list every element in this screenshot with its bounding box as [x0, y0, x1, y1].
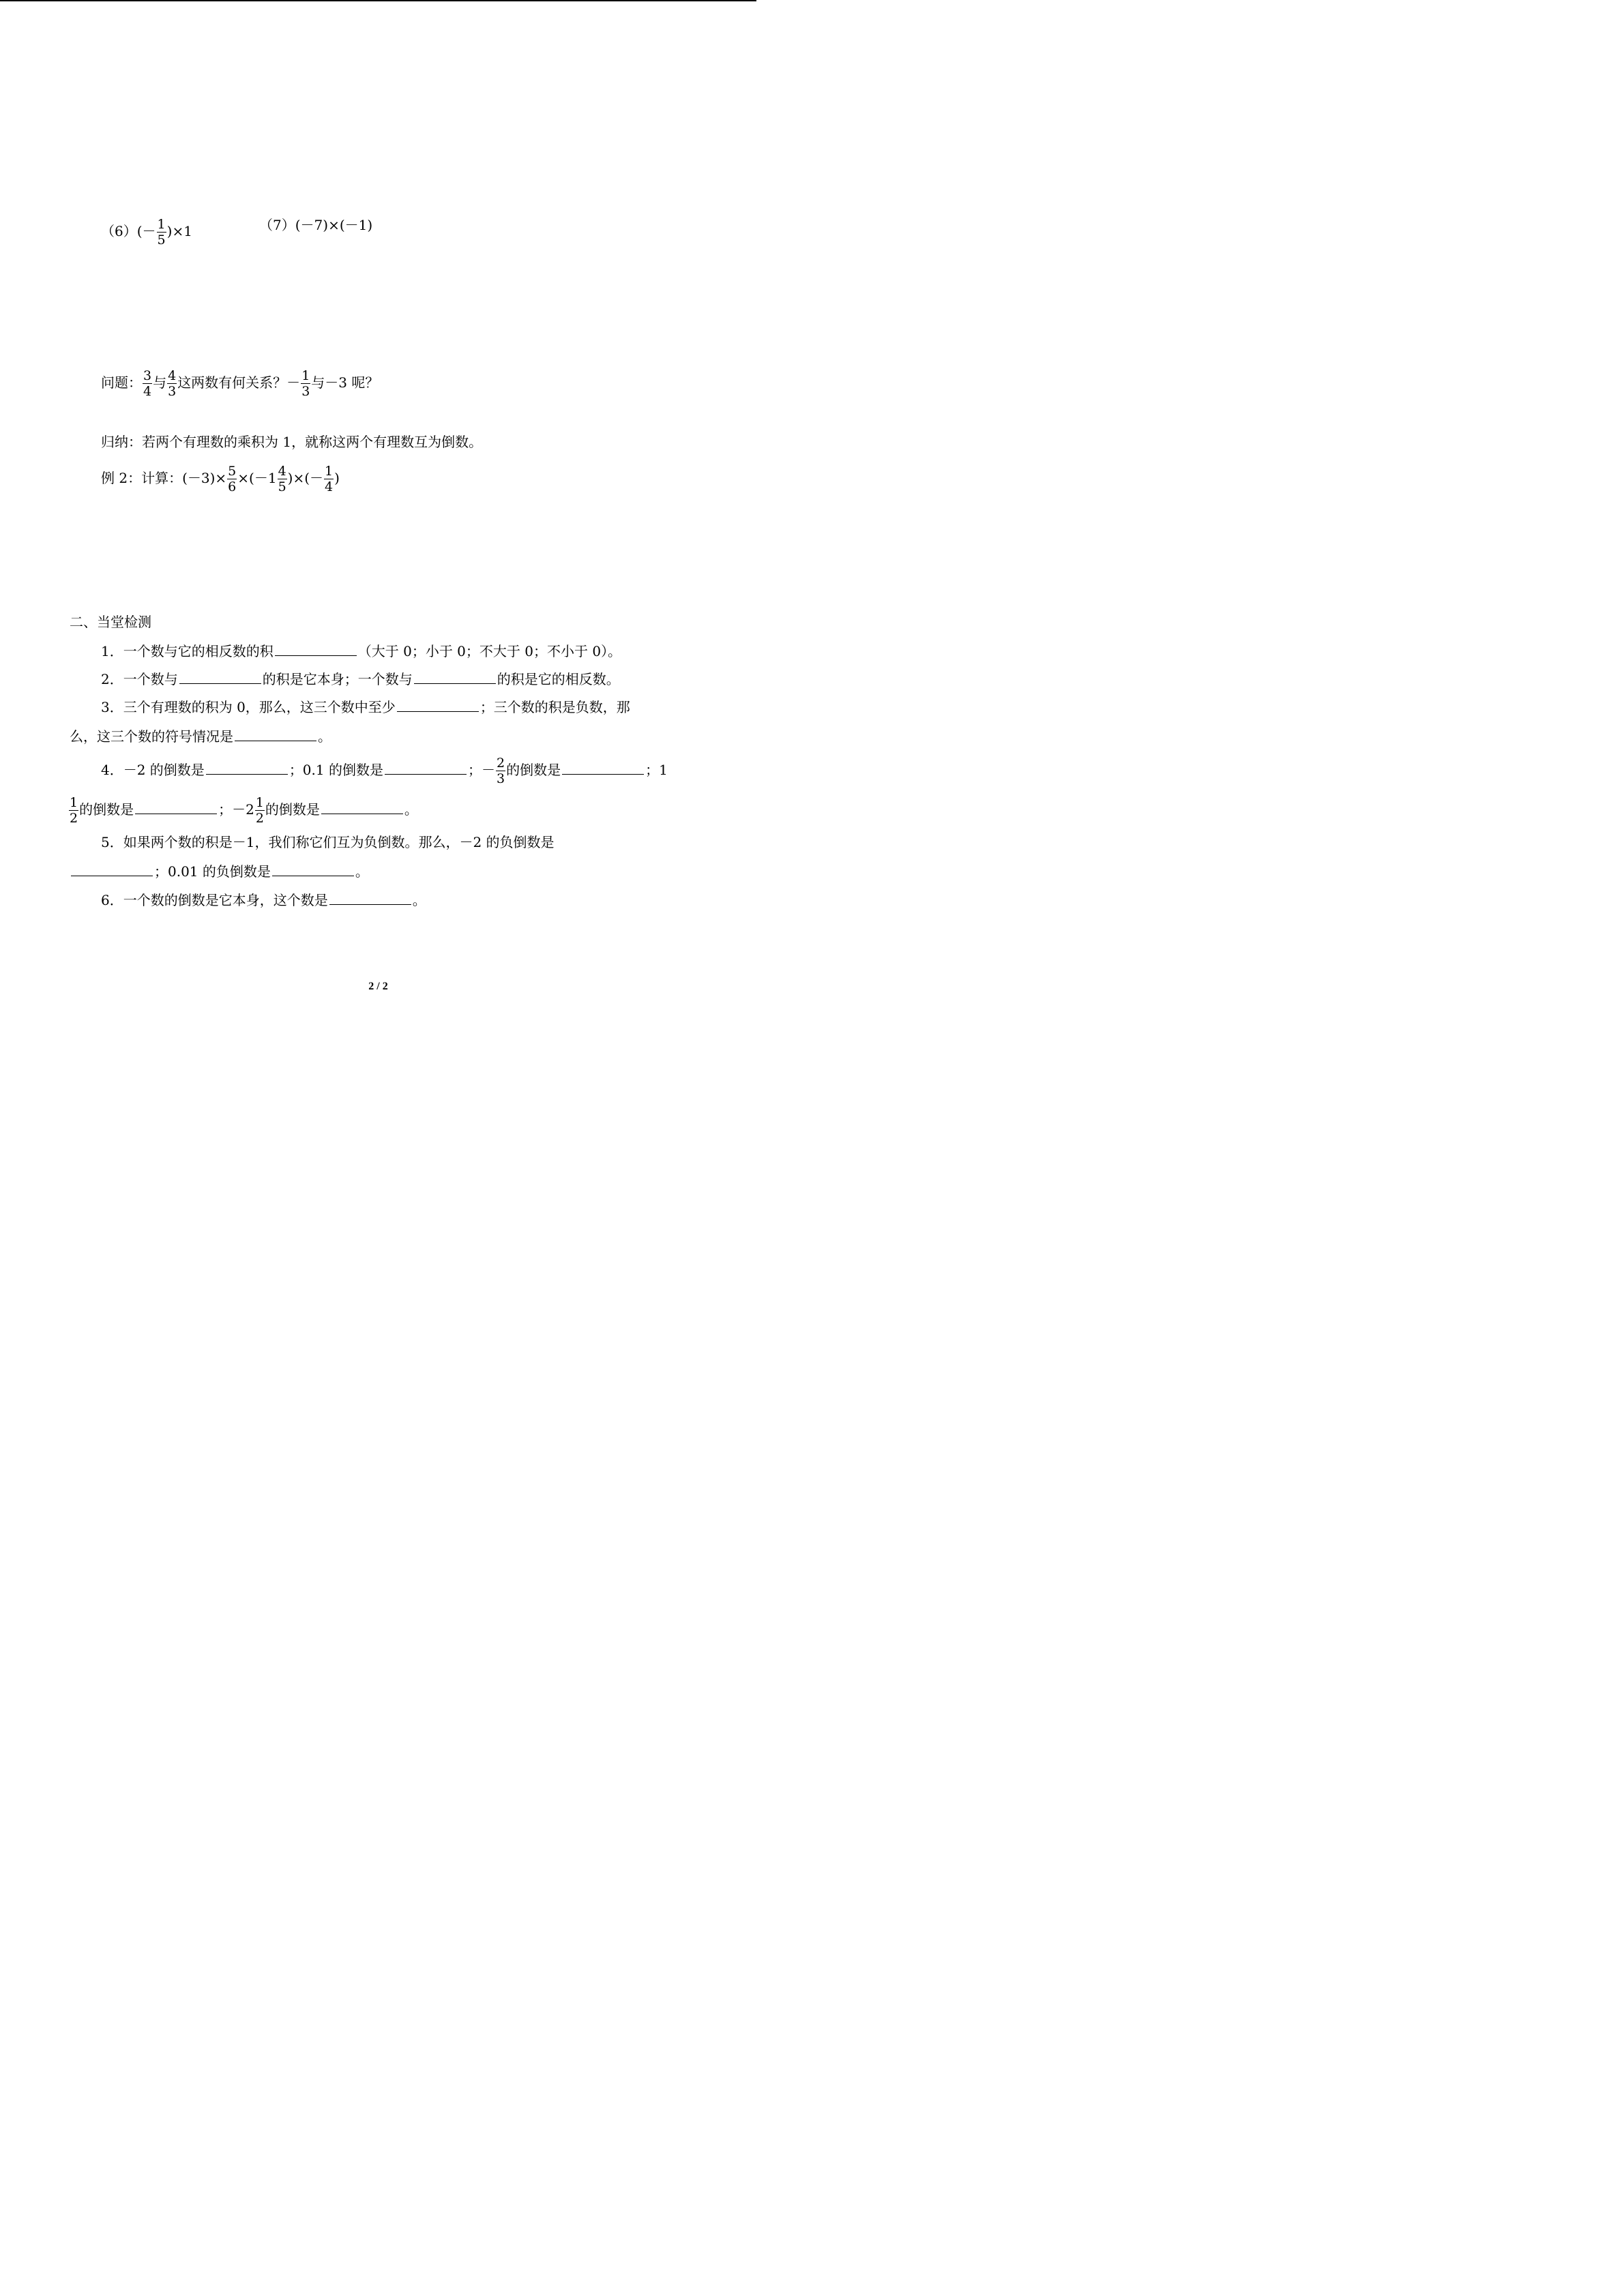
q4-text: 的倒数是 — [79, 801, 134, 818]
top-border — [0, 0, 756, 1]
answer-blank[interactable] — [385, 760, 467, 775]
fraction: $\frac{4}{5}$ — [278, 464, 286, 494]
problem-7 — [259, 217, 372, 233]
fraction: $\frac{5}{6}$ — [228, 464, 237, 494]
q2-text: 的积是它的相反数。 — [497, 671, 620, 687]
q1-options: （大于 0；小于 0；不大于 0；不小于 0）。 — [357, 643, 622, 659]
question-2 — [101, 670, 620, 687]
fraction: $\frac{1}{2}$ — [70, 795, 78, 826]
question-3-line-2 — [70, 727, 331, 745]
problem-6 — [101, 217, 192, 248]
question-5: 5．如果两个数的积是－1，我们称它们互为负倒数。那么，－2 的负倒数是 — [101, 834, 555, 850]
q4-text: 。 — [404, 801, 418, 818]
question-text: 这两数有何关系？－ — [177, 374, 301, 391]
question-text: 与 — [153, 374, 167, 391]
fraction: $\frac{2}{3}$ — [496, 756, 505, 786]
section-heading: 二、当堂检测 — [70, 614, 151, 630]
answer-blank[interactable] — [562, 760, 644, 775]
q4-text: ；－ — [467, 762, 495, 778]
problem-7-label: （7） — [259, 217, 295, 233]
question-4 — [101, 756, 668, 786]
q3-text: 么，这三个数的符号情况是 — [70, 728, 233, 745]
fraction: $\frac{1}{4}$ — [325, 464, 334, 494]
induction-text: 归纳：若两个有理数的乘积为 1，就称这两个有理数互为倒数。 — [101, 434, 483, 450]
example-2-text: )×(－ — [287, 470, 324, 486]
answer-blank[interactable] — [329, 891, 411, 905]
problem-6-post: )×1 — [166, 223, 192, 239]
example-2-suffix: ) — [334, 470, 340, 486]
answer-blank[interactable] — [321, 800, 403, 814]
q3-text: ；三个数的积是负数，那 — [479, 699, 630, 715]
example-2-prefix: 例 2：计算：(－3)× — [101, 470, 227, 486]
q2-text: 的积是它本身；一个数与 — [262, 671, 413, 687]
question-5-line-2 — [70, 862, 369, 880]
question — [101, 368, 379, 399]
question-prefix: 问题： — [101, 374, 142, 391]
q5-text: ；0.01 的负倒数是 — [154, 863, 271, 880]
answer-blank[interactable] — [206, 760, 288, 775]
page-number: 2 / 2 — [368, 981, 388, 992]
answer-blank[interactable] — [275, 642, 357, 656]
q3-text: 。 — [318, 728, 331, 745]
answer-blank[interactable] — [235, 727, 316, 741]
q4-text: 的倒数是 — [506, 762, 561, 778]
q4-text: ；1 — [645, 762, 668, 778]
question-6 — [101, 891, 426, 908]
q3-text: 3．三个有理数的积为 0，那么，这三个数中至少 — [101, 699, 396, 715]
q4-text: ；0.1 的倒数是 — [289, 762, 383, 778]
answer-blank[interactable] — [179, 670, 261, 684]
answer-blank[interactable] — [135, 800, 217, 814]
fraction: $\frac{4}{3}$ — [168, 368, 177, 399]
q4-text: 的倒数是 — [265, 801, 320, 818]
question-3 — [101, 698, 630, 715]
q6-text: 。 — [412, 892, 426, 908]
answer-blank[interactable] — [71, 862, 153, 876]
question-4-line-2 — [68, 795, 418, 826]
answer-blank[interactable] — [414, 670, 496, 684]
q1-text: 1．一个数与它的相反数的积 — [101, 643, 274, 659]
q4-text: ；－2 — [218, 801, 254, 818]
question-1 — [101, 642, 621, 659]
answer-blank[interactable] — [397, 698, 479, 712]
question-suffix: 与－3 呢？ — [311, 374, 379, 391]
problem-6-label: （6） — [101, 223, 137, 239]
fraction: $\frac{3}{4}$ — [143, 368, 152, 399]
fraction: $\frac{1}{3}$ — [301, 368, 310, 399]
q2-text: 2．一个数与 — [101, 671, 178, 687]
fraction: $\frac{1}{2}$ — [255, 795, 264, 826]
fraction: $\frac{1}{5}$ — [157, 217, 166, 248]
q6-text: 6．一个数的倒数是它本身，这个数是 — [101, 892, 328, 908]
q4-text: 4．－2 的倒数是 — [101, 762, 205, 778]
q5-text: 。 — [355, 863, 369, 880]
problem-7-expr: (－7)×(－1) — [295, 217, 373, 233]
example-2-text: ×(－1 — [237, 470, 277, 486]
example-2 — [101, 464, 340, 494]
problem-6-pre: (－ — [136, 223, 156, 239]
answer-blank[interactable] — [272, 862, 354, 876]
